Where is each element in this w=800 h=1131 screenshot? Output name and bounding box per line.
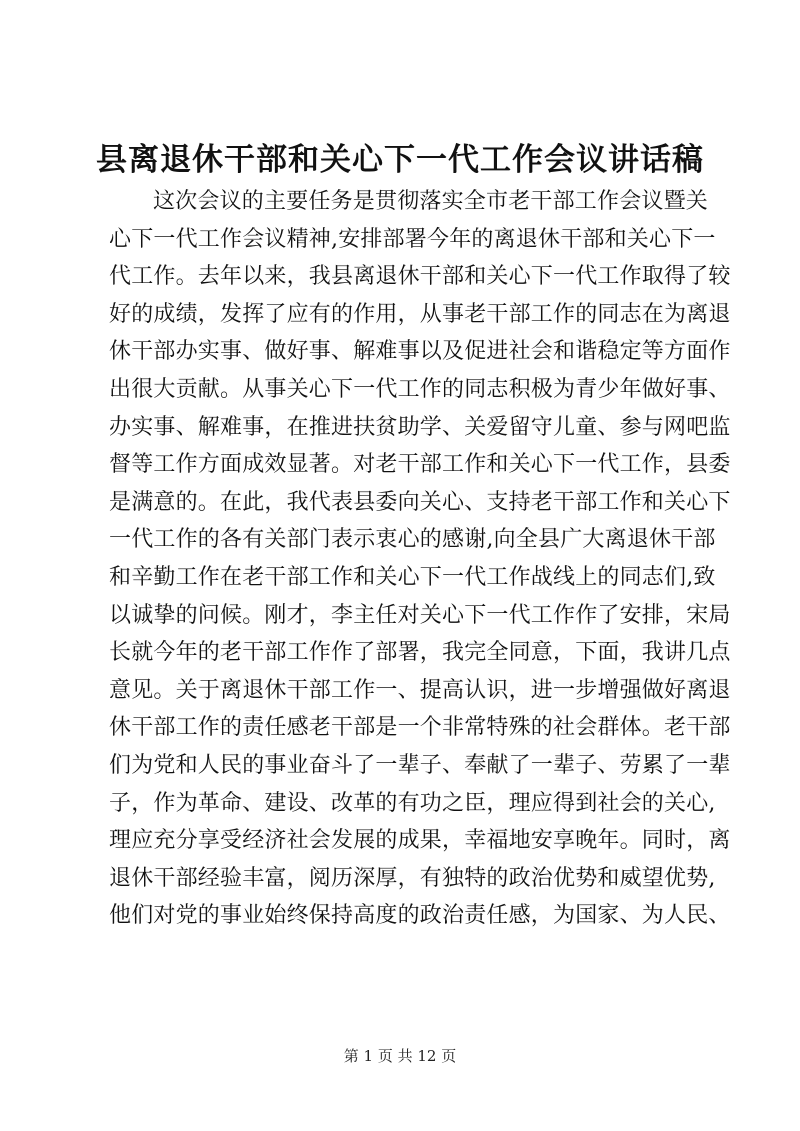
page-footer — [0, 1046, 800, 1066]
body-line: 督等工作方面成效显著。对老干部工作和关心下一代工作，县委 — [109, 452, 731, 478]
document-title: 县离退休干部和关心下一代工作会议讲话稿 — [96, 142, 704, 178]
body-line: 这次会议的主要任务是贯彻落实全市老干部工作会议暨关 — [153, 189, 709, 214]
body-line: 休干部工作的责任感老干部是一个非常特殊的社会群体。老干部 — [109, 715, 731, 741]
body-line: 们为党和人民的事业奋斗了一辈子、奉献了一辈子、劳累了一辈 — [109, 752, 731, 778]
body-line: 子，作为革命、建设、改革的有功之臣，理应得到社会的关心, — [109, 790, 716, 816]
page-number: 第 1 页 共 12 页 — [343, 1047, 457, 1065]
body-line: 出很大贡献。从事关心下一代工作的同志积极为青少年做好事、 — [109, 376, 731, 402]
body-line: 好的成绩，发挥了应有的作用，从事老干部工作的同志在为离退 — [109, 301, 731, 327]
body-line: 和辛勤工作在老干部工作和关心下一代工作战线上的同志们,致 — [109, 564, 716, 590]
document-body — [109, 183, 731, 935]
body-line: 一代工作的各有关部门表示衷心的感谢,向全县广大离退休干部 — [109, 527, 716, 553]
body-line: 意见。关于离退休干部工作一、提高认识，进一步增强做好离退 — [109, 677, 731, 703]
body-line: 休干部办实事、做好事、解难事以及促进社会和谐稳定等方面作 — [109, 339, 731, 365]
body-line: 理应充分享受经济社会发展的成果，幸福地安享晚年。同时，离 — [109, 828, 731, 854]
body-line: 以诚挚的问候。刚才，李主任对关心下一代工作作了安排，宋局 — [109, 602, 731, 628]
body-line: 长就今年的老干部工作作了部署，我完全同意，下面，我讲几点 — [109, 640, 731, 666]
body-line: 他们对党的事业始终保持高度的政治责任感，为国家、为人民、 — [109, 903, 731, 929]
body-line: 心下一代工作会议精神,安排部署今年的离退休干部和关心下一 — [109, 226, 716, 252]
body-line: 办实事、解难事，在推进扶贫助学、关爱留守儿童、参与网吧监 — [109, 414, 731, 440]
body-line: 代工作。去年以来，我县离退休干部和关心下一代工作取得了较 — [109, 264, 731, 290]
body-line: 退休干部经验丰富，阅历深厚，有独特的政治优势和威望优势, — [109, 865, 716, 891]
body-line: 是满意的。在此，我代表县委向关心、支持老干部工作和关心下 — [109, 489, 731, 515]
